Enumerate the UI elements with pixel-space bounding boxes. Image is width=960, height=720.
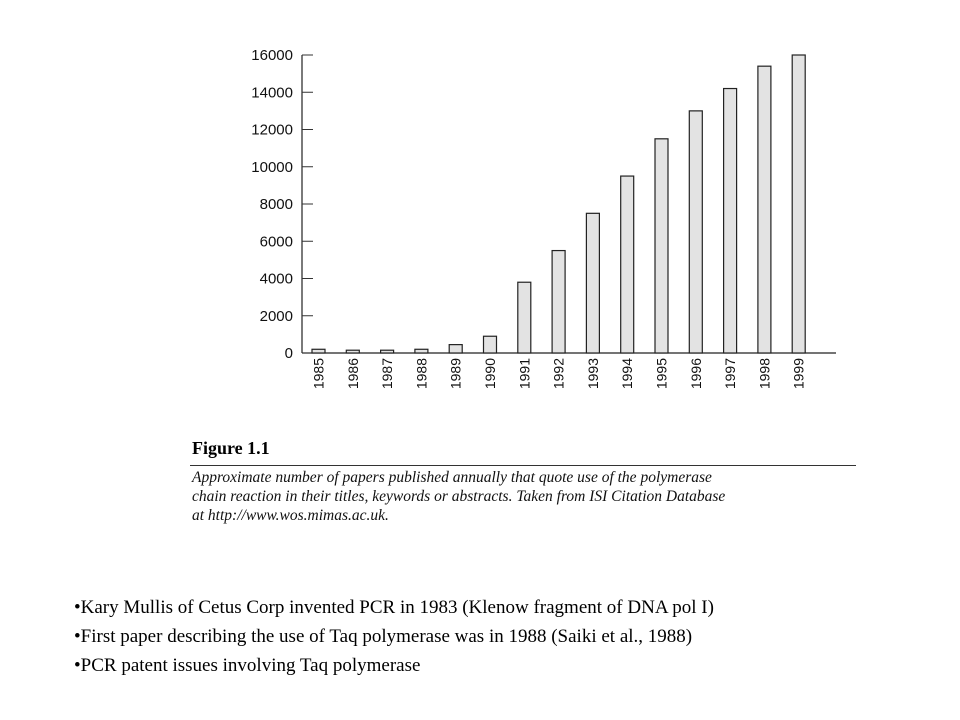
bar-1994 [621, 176, 634, 353]
y-tick-label: 14000 [251, 84, 293, 102]
y-tick-label: 4000 [259, 270, 293, 288]
bar-1999 [792, 55, 805, 353]
bar-1987 [381, 350, 394, 353]
y-tick-label: 8000 [259, 196, 293, 213]
bar-1986 [346, 350, 359, 353]
figure-divider [190, 465, 856, 466]
bar-1985 [312, 349, 325, 353]
bullet-notes [74, 593, 714, 680]
bar-1988 [415, 349, 428, 353]
y-tick-label: 6000 [259, 233, 293, 251]
bar-1996 [689, 111, 702, 353]
x-tick-label: 1994 [619, 358, 636, 390]
x-tick-label: 1999 [790, 358, 807, 390]
x-tick-label: 1995 [653, 358, 670, 390]
y-tick-label: 16000 [251, 47, 293, 64]
bar-1997 [724, 89, 737, 353]
y-tick-label: 2000 [259, 307, 293, 325]
bar-1989 [449, 345, 462, 353]
bar-1992 [552, 251, 565, 353]
x-tick-label: 1987 [379, 358, 396, 390]
bar-1990 [484, 336, 497, 353]
x-tick-label: 1996 [687, 358, 704, 390]
note-item-mullis: • Kary Mullis of Cetus Corp invented PCR in 1983 (Klenow fragment of DNA pol I) [74, 593, 714, 622]
y-tick-label: 0 [284, 345, 293, 362]
note-item-taq-paper: • First paper describing the use of Taq polymerase was in 1988 (Saiki et al., 1988) [74, 622, 714, 651]
bar-1998 [758, 66, 771, 353]
caption-line-3: at http://www.wos.mimas.ac.uk. [192, 507, 389, 524]
caption-line-1: Approximate number of papers published annually that quote use of the polymerase [192, 469, 712, 486]
x-tick-label: 1997 [722, 358, 739, 390]
x-tick-label: 1992 [550, 358, 567, 390]
x-tick-label: 1991 [516, 358, 533, 390]
x-tick-label: 1989 [447, 358, 464, 390]
x-tick-label: 1985 [310, 358, 327, 390]
figure-label: Figure 1.1 [192, 438, 270, 458]
y-tick-label: 10000 [251, 158, 293, 176]
x-tick-label: 1998 [756, 358, 773, 390]
note-item-patent: • PCR patent issues involving Taq polymerase [74, 651, 714, 680]
x-tick-label: 1986 [344, 358, 361, 390]
y-tick-label: 12000 [251, 121, 293, 139]
bar-1995 [655, 139, 668, 353]
caption-line-2: chain reaction in their titles, keywords or abstracts. Taken from ISI Citation Database [192, 488, 726, 505]
x-tick-label: 1990 [482, 358, 498, 390]
bar-1993 [586, 213, 599, 353]
bar-1991 [518, 282, 531, 353]
x-tick-label: 1993 [584, 358, 601, 390]
x-tick-label: 1988 [413, 358, 430, 390]
figure-caption [192, 468, 852, 525]
